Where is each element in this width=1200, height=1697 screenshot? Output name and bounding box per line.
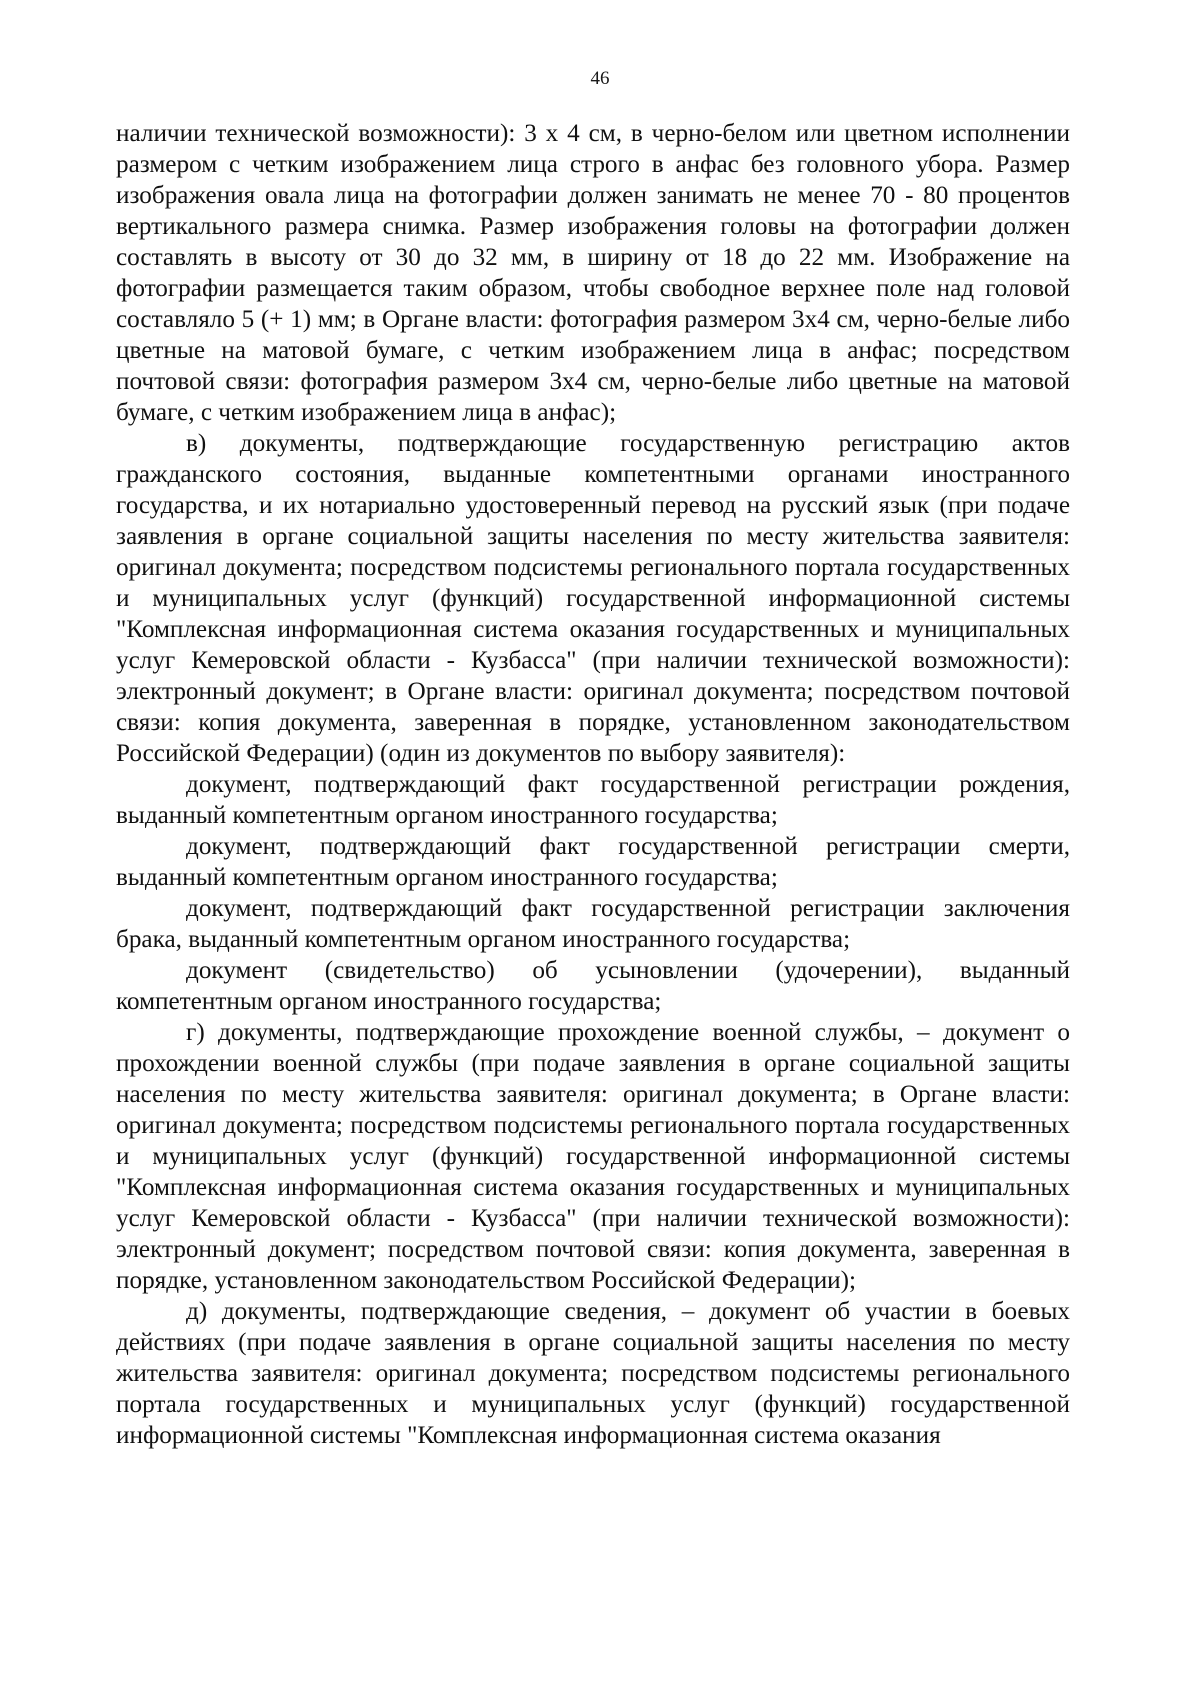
paragraph-adoption-certificate: документ (свидетельство) об усыновлении (удочерении), выданный компетентным органом иностранного государства; <box>116 957 1070 1015</box>
paragraph-item-v: в) документы, подтверждающие государственную регистрацию актов гражданского состояния, выданные компетентными органами иностранного государства, и их нотариально удостоверенный перевод на русский язык (при подаче заявления в органе социальной защиты населения по месту жительства заявителя: оригинал документа; посредством подсистемы регионального портала государственных и муниципальных услуг (функций) государственной информационной системы "Комплексная информационная система оказания государственных и муниципальных услуг Кемеровской области - Кузбасса" (при наличии технической возможности): электронный документ; в Органе власти: оригинал документа; посредством почтовой связи: копия документа, заверенная в порядке, установленном законодательством Российской Федерации) (один из документов по выбору заявителя): <box>116 430 1070 767</box>
document-body <box>116 118 1070 1451</box>
paragraph-photo-requirements: наличии технической возможности): 3 х 4 см, в черно-белом или цветном исполнении размером с четким изображением лица строго в анфас без головного убора. Размер изображения овала лица на фотографии должен занимать не менее 70 - 80 процентов вертикального размера снимка. Размер изображения головы на фотографии должен составлять в высоту от 30 до 32 мм, в ширину от 18 до 22 мм. Изображение на фотографии размещается таким образом, чтобы свободное верхнее поле над головой составляло 5 (+ 1) мм; в Органе власти: фотография размером 3х4 см, черно-белые либо цветные на матовой бумаге, с четким изображением лица в анфас; посредством почтовой связи: фотография размером 3х4 см, черно-белые либо цветные на матовой бумаге, с четким изображением лица в анфас); <box>116 120 1070 426</box>
page-number: 46 <box>590 68 610 89</box>
paragraph-item-d: д) документы, подтверждающие сведения, – документ об участии в боевых действиях (при подаче заявления в органе социальной защиты населения по месту жительства заявителя: оригинал документа; посредством подсистемы регионального портала государственных и муниципальных услуг (функций) государственной информационной системы "Комплексная информационная система оказания <box>116 1298 1070 1449</box>
paragraph-death-registration: документ, подтверждающий факт государственной регистрации смерти, выданный компетентным органом иностранного государства; <box>116 833 1070 891</box>
paragraph-birth-registration: документ, подтверждающий факт государственной регистрации рождения, выданный компетентным органом иностранного государства; <box>116 771 1070 829</box>
paragraph-item-g: г) документы, подтверждающие прохождение военной службы, – документ о прохождении военной службы (при подаче заявления в органе социальной защиты населения по месту жительства заявителя: оригинал документа; в Органе власти: оригинал документа; посредством подсистемы регионального портала государственных и муниципальных услуг (функций) государственной информационной системы "Комплексная информационная система оказания государственных и муниципальных услуг Кемеровской области - Кузбасса" (при наличии технической возможности): электронный документ; посредством почтовой связи: копия документа, заверенная в порядке, установленном законодательством Российской Федерации); <box>116 1019 1070 1294</box>
paragraph-marriage-registration: документ, подтверждающий факт государственной регистрации заключения брака, выданный компетентным органом иностранного государства; <box>116 895 1070 953</box>
